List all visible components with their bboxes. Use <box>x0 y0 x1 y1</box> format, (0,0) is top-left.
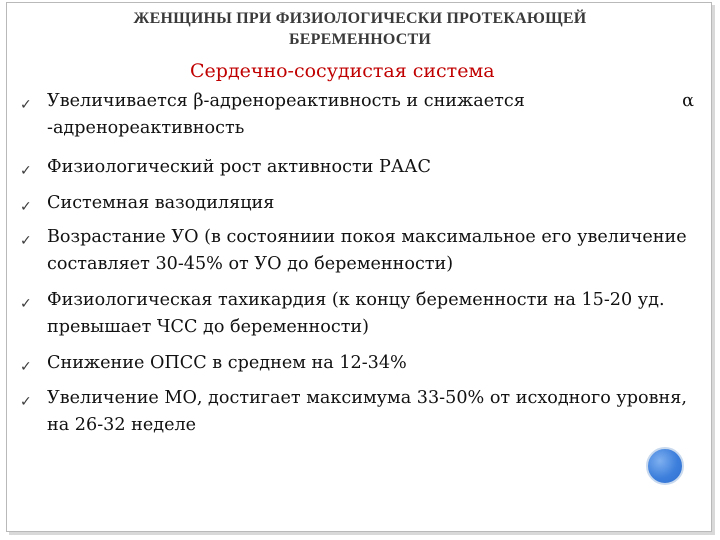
bullet-item <box>20 350 706 377</box>
checkmark-icon: ✓ <box>20 359 32 375</box>
decorative-circle-icon <box>646 447 684 485</box>
bullet-text: Физиологический рост активности РААС <box>47 157 431 177</box>
bullet-item <box>20 385 706 439</box>
checkmark-icon: ✓ <box>20 97 32 113</box>
bullet-text-alpha: α <box>682 91 694 111</box>
checkmark-icon: ✓ <box>20 199 32 215</box>
bullet-text: Физиологическая тахикардия (к концу беременности на 15-20 уд. превышает ЧСС до беременности) <box>47 290 665 337</box>
bullet-item <box>20 287 706 341</box>
bullet-text: Возрастание УО (в состояниии покоя максимальное его увеличение составляет 30-45% от УО до беременности) <box>47 227 687 274</box>
section-subtitle: Сердечно-сосудистая система <box>190 60 495 82</box>
bullet-text-continued: -адренореактивность <box>47 118 245 138</box>
checkmark-icon: ✓ <box>20 394 32 410</box>
checkmark-icon: ✓ <box>20 296 32 312</box>
checkmark-icon: ✓ <box>20 163 32 179</box>
title-line-2: БЕРЕМЕННОСТИ <box>288 31 432 48</box>
bullet-text: Системная вазодиляция <box>47 193 275 213</box>
bullet-item <box>20 190 706 217</box>
bullet-item <box>20 88 706 142</box>
slide-title <box>70 8 650 50</box>
title-line-1: ЖЕНЩИНЫ ПРИ ФИЗИОЛОГИЧЕСКИ ПРОТЕКАЮЩЕЙ <box>133 10 587 27</box>
bullet-text: Увеличение МО, достигает максимума 33-50% от исходного уровня, на 26-32 неделе <box>47 388 687 435</box>
checkmark-icon: ✓ <box>20 233 32 249</box>
bullet-text: Снижение ОПСС в среднем на 12-34% <box>47 353 407 373</box>
bullet-text: Увеличивается β-адренореактивность и снижается <box>47 91 525 111</box>
bullet-item <box>20 154 706 181</box>
bullet-item <box>20 224 706 278</box>
